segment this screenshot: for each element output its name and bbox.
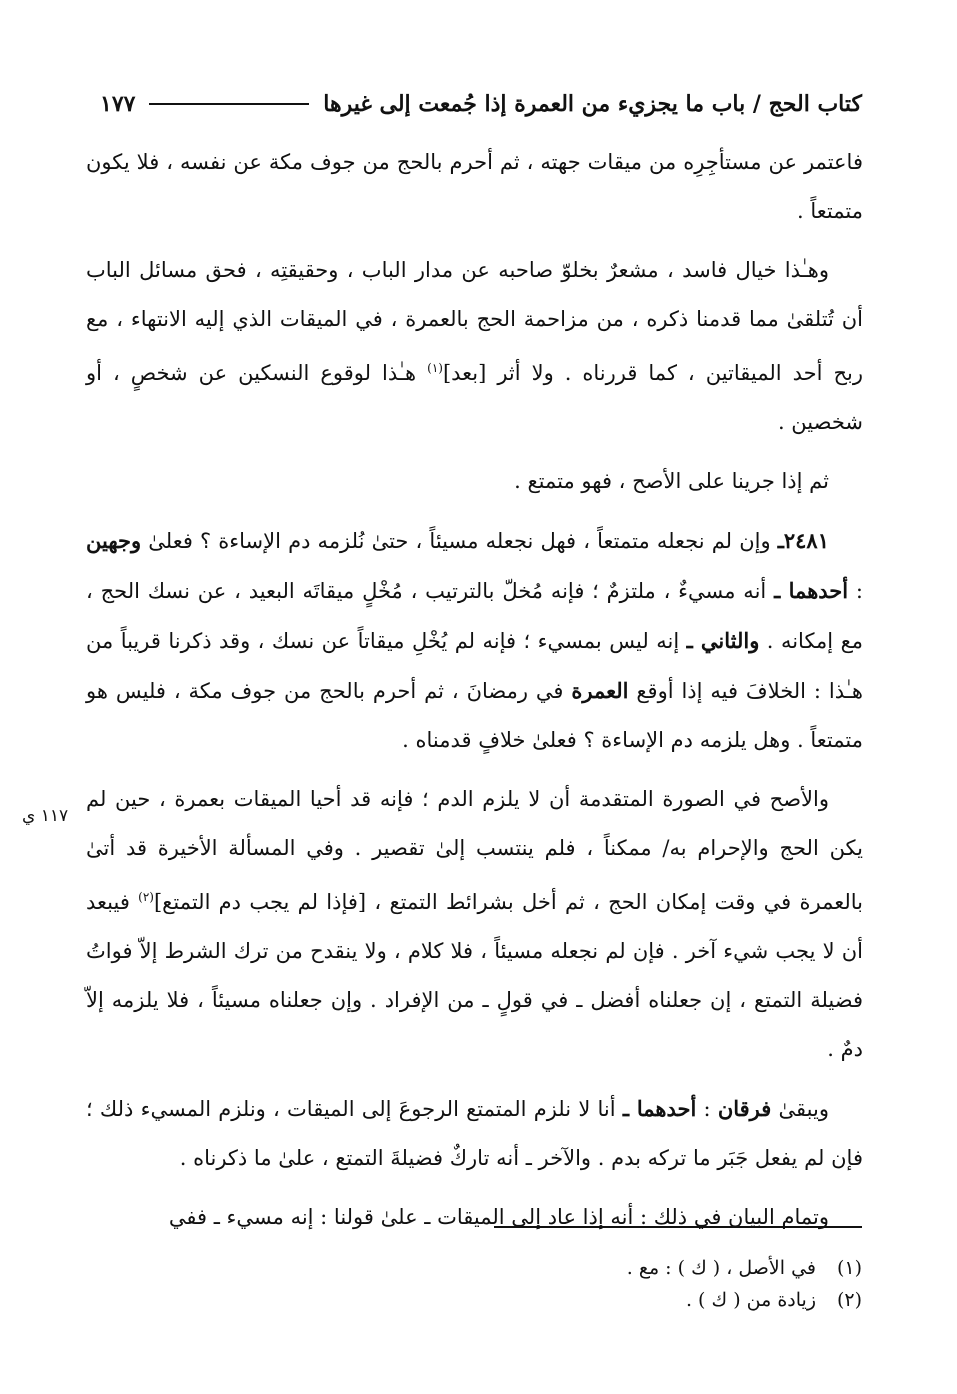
header-rule [149,103,309,105]
footnote-ref-1: (١) [427,361,443,375]
manuscript-folio-marker: ١١٧ ي [22,806,69,826]
paragraph-4-text-e: في رمضانَ ، ثم أحرم بالحج من جوف مكة ، فليس هو متمتعاً . وهل يلزمه دم الإساءة ؟ فعلىٰ خلافٍ قدمناه . [86,679,863,752]
bold-first-2: أحدهما ـ [622,1096,697,1121]
paragraph-5-text-a: والأصح في الصورة المتقدمة أن لا يلزم الدم ؛ فإنه قد أحيا الميقات بعمرة ، حين لم يكن الحج والإحرام به/ ممكناً ، فلم ينتسب إلىٰ تقصير . وفي المسألة الأخيرة قد أتىٰ بالعمرة في وقت إمكان الحج ، ثم أخل بشرائط التمتع ، [فإذا لم يجب دم التمتع] [86,787,863,914]
paragraph-2-text-a: وهـٰذا خيال فاسد ، مشعرٌ بخلوّ صاحبه عن مدار الباب ، وحقيقتِه ، فحق مسائل الباب أن تُتلقىٰ مما قدمنا ذكره ، من مزاحمة الحج بالعمرة ، في الميقات الذي إليه الانتهاء ، مع ربح أحد الميقاتين ، كما قررناه . ولا أثر [بعد] [86,258,863,385]
paragraph-1: فاعتمر عن مستأجِرِه من ميقات جهته ، ثم أحرم بالحج من جوف مكة عن نفسه ، فلا يكون متمتعاً . [86,150,863,223]
footnote-rule [494,1226,862,1228]
footnote-1 [494,1252,862,1284]
running-header [100,84,862,124]
paragraph-2-text-b: هـٰذا لوقوع النسكين عن شخصٍ ، أو شخصين . [86,361,863,434]
footnote-ref-2: (٢) [138,890,154,904]
paragraph-7: وتمام البيان في ذلك : أنه إذا عاد إلى الميقات ـ علىٰ قولنا : إنه مسيء ـ ففي [168,1205,829,1229]
paragraph-4-text-a: وإن لم نجعله متمتعاً ، فهل نجعله مسيئاً ، حتىٰ نُلزمه دم الإساءة ؟ فعلىٰ [141,529,778,553]
footnotes [494,1252,862,1316]
paragraph-6-text-c: أنا لا نلزم المتمتع الرجوعَ إلى الميقات ، ونلزم المسيء ذلك ؛ فإن لم يفعل جَبَر ما تركه بدم . والآخر ـ أنه تاركٌ فضيلةَ التمتع ، علىٰ ما ذكرناه . [86,1097,863,1170]
bold-wajhayn: وجهين [86,528,142,553]
page-number: ١٧٧ [100,91,136,117]
paragraph-4-text-c: أنه مسيءٌ ، ملتزمٌ ؛ فإنه مُخلّ بالترتيب ، مُخْلٍ ميقاتَه البعيد ، عن نسك الحج ، مع إمكانه . [86,579,864,653]
footnote-2 [494,1284,862,1316]
paragraph-4-text-b: : [848,579,863,603]
paragraph-4-text-d: إنه ليس بمسيء ؛ فإنه لم يُخْلِ ميقاتاً عن نسك ، وقد ذكرنا قريباً من هـٰذا : الخلافَ فيه إذا أوقع [86,629,863,703]
paragraph-6-text-b: : [696,1097,718,1121]
footnote-number: (١) [836,1257,862,1279]
bold-second: والثاني ـ [686,628,760,653]
main-text [86,138,863,1252]
bold-first: أحدهما ـ [774,578,849,603]
footnote-text: زيادة من ( ك ) . [685,1289,816,1311]
paragraph-6-text-a: ويبقىٰ [771,1097,829,1121]
paragraph-5-text-b: فيبعد أن لا يجب شيء آخر . فإن لم نجعله مسيئاً ، فلا كلام ، ولا ينقدح من ترك الشرط إلاّ فواتُ فضيلة التمتع ، إن جعلناه أفضل ـ في قولٍ ـ من الإفراد . وإن جعلناه مسيئاً ، فلا يلزمه إلاّ دمٌ . [86,890,863,1061]
issue-number: ٢٤٨١ـ [777,528,829,553]
chapter-title: كتاب الحج / باب ما يجزيء من العمرة إذا جُمعت إلى غيرها [323,91,862,117]
bold-umra: العمرة [571,678,629,703]
paragraph-2 [86,246,863,447]
footnote-text: في الأصل ، ( ك ) : مع . [626,1257,816,1279]
paragraph-5 [86,775,863,1074]
bold-farqan: فرقان [717,1096,772,1121]
paragraph-3: ثم إذا جرينا على الأصح ، فهو متمتع . [514,469,829,493]
paragraph-4 [86,516,863,765]
footnote-number: (٢) [836,1289,862,1311]
paragraph-6 [86,1084,863,1183]
